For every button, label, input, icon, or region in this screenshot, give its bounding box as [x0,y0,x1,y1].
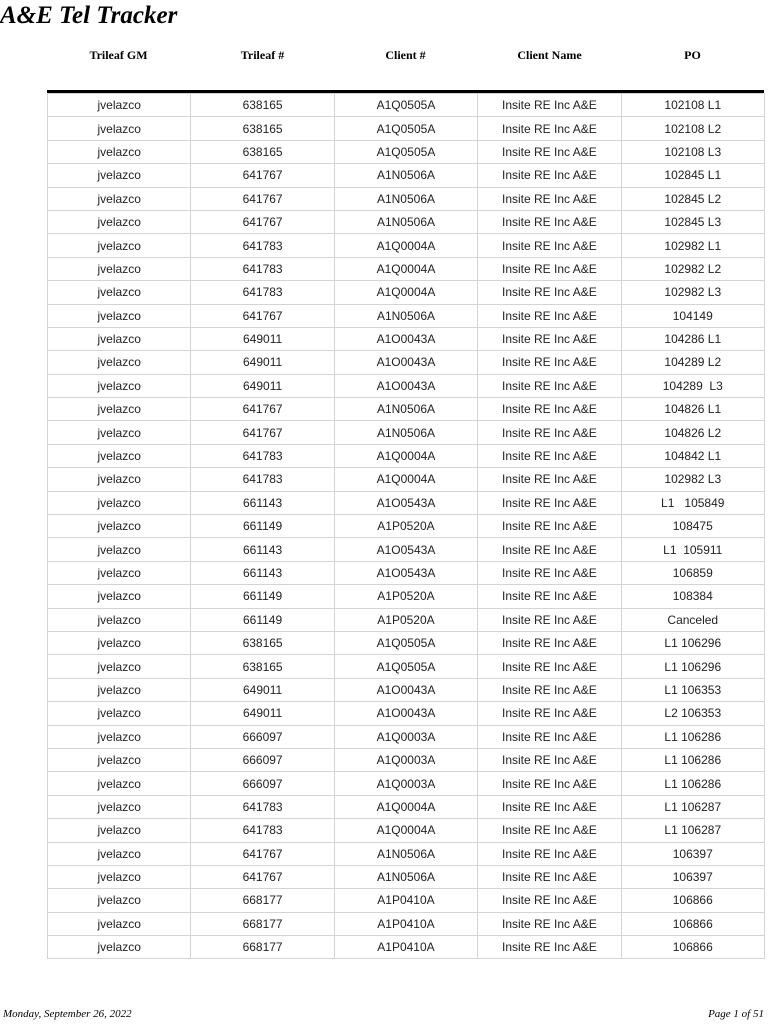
trileaf-gm-cell: jvelazco [48,819,191,842]
footer-date: Monday, September 26, 2022 [3,1008,132,1020]
trileaf-gm-cell: jvelazco [48,257,191,280]
trileaf-gm-cell: jvelazco [48,538,191,561]
table-row [48,257,765,280]
table-row [48,468,765,491]
client-name-cell: Insite RE Inc A&E [478,655,621,678]
trileaf-gm-cell: jvelazco [48,515,191,538]
trileaf-number-cell: 661149 [191,585,334,608]
trileaf-number-cell: 641767 [191,865,334,888]
client-number-cell: A1N0506A [334,210,477,233]
client-name-cell: Insite RE Inc A&E [478,889,621,912]
po-cell: L1 106287 [621,819,764,842]
table-row [48,351,765,374]
table-row [48,561,765,584]
client-number-cell: A1Q0505A [334,94,477,117]
column-header-client-number: Client # [385,48,426,62]
trileaf-number-cell: 668177 [191,936,334,959]
table-row [48,210,765,233]
client-number-cell: A1Q0505A [334,117,477,140]
trileaf-number-cell: 661143 [191,491,334,514]
table-row [48,865,765,888]
trileaf-number-cell: 638165 [191,117,334,140]
trileaf-gm-cell: jvelazco [48,281,191,304]
client-name-cell: Insite RE Inc A&E [478,912,621,935]
po-cell: 108384 [621,585,764,608]
trileaf-number-cell: 649011 [191,374,334,397]
po-cell: 106866 [621,889,764,912]
trileaf-gm-cell: jvelazco [48,702,191,725]
client-name-cell: Insite RE Inc A&E [478,257,621,280]
trileaf-number-cell: 641783 [191,281,334,304]
client-name-cell: Insite RE Inc A&E [478,140,621,163]
trileaf-number-cell: 666097 [191,772,334,795]
trileaf-gm-cell: jvelazco [48,865,191,888]
client-number-cell: A1N0506A [334,421,477,444]
trileaf-number-cell: 641783 [191,819,334,842]
po-cell: L1 106353 [621,678,764,701]
trileaf-gm-cell: jvelazco [48,561,191,584]
client-number-cell: A1Q0003A [334,772,477,795]
table-row [48,374,765,397]
table-row [48,234,765,257]
trileaf-number-cell: 661143 [191,561,334,584]
client-number-cell: A1Q0003A [334,748,477,771]
table-row [48,117,765,140]
client-name-cell: Insite RE Inc A&E [478,561,621,584]
client-name-cell: Insite RE Inc A&E [478,608,621,631]
client-number-cell: A1N0506A [334,164,477,187]
po-cell: 104286 L1 [621,327,764,350]
po-cell: L1 106296 [621,655,764,678]
po-cell: 104289 L3 [621,374,764,397]
table-row [48,187,765,210]
trileaf-number-cell: 641767 [191,304,334,327]
client-number-cell: A1P0520A [334,585,477,608]
client-number-cell: A1Q0004A [334,234,477,257]
client-name-cell: Insite RE Inc A&E [478,421,621,444]
trileaf-gm-cell: jvelazco [48,468,191,491]
trileaf-gm-cell: jvelazco [48,725,191,748]
table-row [48,655,765,678]
po-cell: 102982 L2 [621,257,764,280]
po-cell: 104842 L1 [621,444,764,467]
client-name-cell: Insite RE Inc A&E [478,631,621,654]
client-number-cell: A1Q0004A [334,795,477,818]
po-cell: 102845 L2 [621,187,764,210]
trileaf-gm-cell: jvelazco [48,374,191,397]
trileaf-number-cell: 641767 [191,210,334,233]
table-row [48,725,765,748]
client-number-cell: A1N0506A [334,304,477,327]
client-number-cell: A1P0410A [334,936,477,959]
client-name-cell: Insite RE Inc A&E [478,164,621,187]
table-row [48,795,765,818]
po-cell: L1 106286 [621,772,764,795]
column-header-po: PO [684,48,701,62]
client-number-cell: A1Q0004A [334,819,477,842]
trileaf-number-cell: 641767 [191,187,334,210]
po-cell: 104149 [621,304,764,327]
table-row [48,444,765,467]
client-name-cell: Insite RE Inc A&E [478,678,621,701]
table-row [48,702,765,725]
table-row [48,398,765,421]
trileaf-number-cell: 641767 [191,842,334,865]
client-number-cell: A1O0043A [334,702,477,725]
trileaf-gm-cell: jvelazco [48,842,191,865]
table-row [48,819,765,842]
table-row [48,748,765,771]
table-row [48,491,765,514]
trileaf-gm-cell: jvelazco [48,140,191,163]
trileaf-gm-cell: jvelazco [48,164,191,187]
po-cell: 108475 [621,515,764,538]
po-cell: L1 106286 [621,725,764,748]
trileaf-gm-cell: jvelazco [48,444,191,467]
trileaf-gm-cell: jvelazco [48,398,191,421]
trileaf-number-cell: 661149 [191,515,334,538]
client-name-cell: Insite RE Inc A&E [478,865,621,888]
client-name-cell: Insite RE Inc A&E [478,374,621,397]
po-cell: 104289 L2 [621,351,764,374]
trileaf-gm-cell: jvelazco [48,655,191,678]
trileaf-number-cell: 641783 [191,444,334,467]
trileaf-number-cell: 641783 [191,468,334,491]
client-number-cell: A1N0506A [334,865,477,888]
po-cell: 106866 [621,936,764,959]
po-cell: 102845 L3 [621,210,764,233]
table-row [48,889,765,912]
po-cell: 106866 [621,912,764,935]
trileaf-gm-cell: jvelazco [48,491,191,514]
client-number-cell: A1Q0004A [334,444,477,467]
trileaf-number-cell: 649011 [191,351,334,374]
client-name-cell: Insite RE Inc A&E [478,304,621,327]
client-name-cell: Insite RE Inc A&E [478,725,621,748]
table-row [48,608,765,631]
client-name-cell: Insite RE Inc A&E [478,398,621,421]
client-name-cell: Insite RE Inc A&E [478,468,621,491]
table-row [48,538,765,561]
client-number-cell: A1O0043A [334,678,477,701]
client-name-cell: Insite RE Inc A&E [478,842,621,865]
trileaf-gm-cell: jvelazco [48,210,191,233]
trileaf-number-cell: 649011 [191,702,334,725]
client-number-cell: A1Q0505A [334,140,477,163]
trileaf-gm-cell: jvelazco [48,889,191,912]
po-cell: 106859 [621,561,764,584]
client-number-cell: A1P0410A [334,912,477,935]
client-number-cell: A1O0043A [334,327,477,350]
trileaf-number-cell: 641767 [191,164,334,187]
table-row [48,772,765,795]
po-cell: 102108 L3 [621,140,764,163]
table-row [48,515,765,538]
po-cell: L1 106296 [621,631,764,654]
client-number-cell: A1P0520A [334,515,477,538]
client-name-cell: Insite RE Inc A&E [478,94,621,117]
client-name-cell: Insite RE Inc A&E [478,117,621,140]
table-row [48,936,765,959]
table-row [48,912,765,935]
trileaf-gm-cell: jvelazco [48,351,191,374]
trileaf-number-cell: 649011 [191,327,334,350]
po-cell: Canceled [621,608,764,631]
table-row [48,140,765,163]
client-number-cell: A1O0043A [334,351,477,374]
table-row [48,678,765,701]
trileaf-number-cell: 638165 [191,94,334,117]
po-cell: L1 105849 [621,491,764,514]
po-cell: 102108 L2 [621,117,764,140]
client-number-cell: A1O0043A [334,374,477,397]
client-number-cell: A1N0506A [334,187,477,210]
client-name-cell: Insite RE Inc A&E [478,491,621,514]
table-row [48,327,765,350]
trileaf-number-cell: 661143 [191,538,334,561]
trileaf-number-cell: 641783 [191,795,334,818]
trileaf-number-cell: 638165 [191,140,334,163]
po-cell: 102845 L1 [621,164,764,187]
trileaf-number-cell: 668177 [191,889,334,912]
trileaf-gm-cell: jvelazco [48,936,191,959]
client-number-cell: A1Q0003A [334,725,477,748]
po-cell: 106397 [621,865,764,888]
trileaf-gm-cell: jvelazco [48,678,191,701]
trileaf-number-cell: 666097 [191,748,334,771]
trileaf-gm-cell: jvelazco [48,608,191,631]
po-cell: 102108 L1 [621,94,764,117]
table-row [48,281,765,304]
client-number-cell: A1O0543A [334,491,477,514]
trileaf-gm-cell: jvelazco [48,795,191,818]
po-cell: 102982 L1 [621,234,764,257]
client-name-cell: Insite RE Inc A&E [478,351,621,374]
trileaf-gm-cell: jvelazco [48,234,191,257]
trileaf-gm-cell: jvelazco [48,327,191,350]
po-cell: L1 106287 [621,795,764,818]
trileaf-gm-cell: jvelazco [48,631,191,654]
trileaf-number-cell: 638165 [191,631,334,654]
trileaf-gm-cell: jvelazco [48,117,191,140]
client-name-cell: Insite RE Inc A&E [478,515,621,538]
client-number-cell: A1Q0004A [334,257,477,280]
po-cell: L1 105911 [621,538,764,561]
po-cell: L1 106286 [621,748,764,771]
client-number-cell: A1Q0004A [334,468,477,491]
trileaf-gm-cell: jvelazco [48,421,191,444]
client-name-cell: Insite RE Inc A&E [478,795,621,818]
table-row [48,585,765,608]
client-name-cell: Insite RE Inc A&E [478,936,621,959]
column-header-client-name: Client Name [517,48,582,62]
trileaf-gm-cell: jvelazco [48,772,191,795]
trileaf-gm-cell: jvelazco [48,187,191,210]
client-number-cell: A1P0410A [334,889,477,912]
trileaf-number-cell: 666097 [191,725,334,748]
trileaf-number-cell: 649011 [191,678,334,701]
trileaf-number-cell: 668177 [191,912,334,935]
table-row [48,421,765,444]
po-cell: 102982 L3 [621,281,764,304]
client-number-cell: A1Q0505A [334,655,477,678]
trileaf-gm-cell: jvelazco [48,585,191,608]
client-name-cell: Insite RE Inc A&E [478,234,621,257]
client-number-cell: A1O0543A [334,538,477,561]
client-number-cell: A1O0543A [334,561,477,584]
column-header-trileaf-gm: Trileaf GM [89,48,148,62]
client-name-cell: Insite RE Inc A&E [478,538,621,561]
table-row [48,94,765,117]
trileaf-number-cell: 641767 [191,398,334,421]
trileaf-number-cell: 661149 [191,608,334,631]
po-cell: L2 106353 [621,702,764,725]
po-cell: 104826 L1 [621,398,764,421]
client-name-cell: Insite RE Inc A&E [478,187,621,210]
client-name-cell: Insite RE Inc A&E [478,702,621,725]
client-name-cell: Insite RE Inc A&E [478,281,621,304]
client-name-cell: Insite RE Inc A&E [478,327,621,350]
trileaf-number-cell: 641767 [191,421,334,444]
table-row [48,842,765,865]
table-row [48,304,765,327]
trileaf-number-cell: 641783 [191,234,334,257]
trileaf-gm-cell: jvelazco [48,748,191,771]
client-name-cell: Insite RE Inc A&E [478,772,621,795]
tracker-table [47,93,765,959]
table-row [48,631,765,654]
client-name-cell: Insite RE Inc A&E [478,748,621,771]
po-cell: 104826 L2 [621,421,764,444]
client-number-cell: A1N0506A [334,842,477,865]
table-row [48,164,765,187]
client-name-cell: Insite RE Inc A&E [478,585,621,608]
column-header-trileaf-number: Trileaf # [240,48,285,62]
client-number-cell: A1Q0004A [334,281,477,304]
client-number-cell: A1N0506A [334,398,477,421]
trileaf-gm-cell: jvelazco [48,304,191,327]
tracker-table-body [48,94,765,959]
trileaf-number-cell: 641783 [191,257,334,280]
client-name-cell: Insite RE Inc A&E [478,819,621,842]
footer-page-number: Page 1 of 51 [708,1008,764,1020]
trileaf-gm-cell: jvelazco [48,912,191,935]
client-name-cell: Insite RE Inc A&E [478,444,621,467]
trileaf-number-cell: 638165 [191,655,334,678]
client-number-cell: A1Q0505A [334,631,477,654]
trileaf-gm-cell: jvelazco [48,94,191,117]
client-number-cell: A1P0520A [334,608,477,631]
client-name-cell: Insite RE Inc A&E [478,210,621,233]
po-cell: 106397 [621,842,764,865]
report-title: A&E Tel Tracker [0,2,178,29]
po-cell: 102982 L3 [621,468,764,491]
